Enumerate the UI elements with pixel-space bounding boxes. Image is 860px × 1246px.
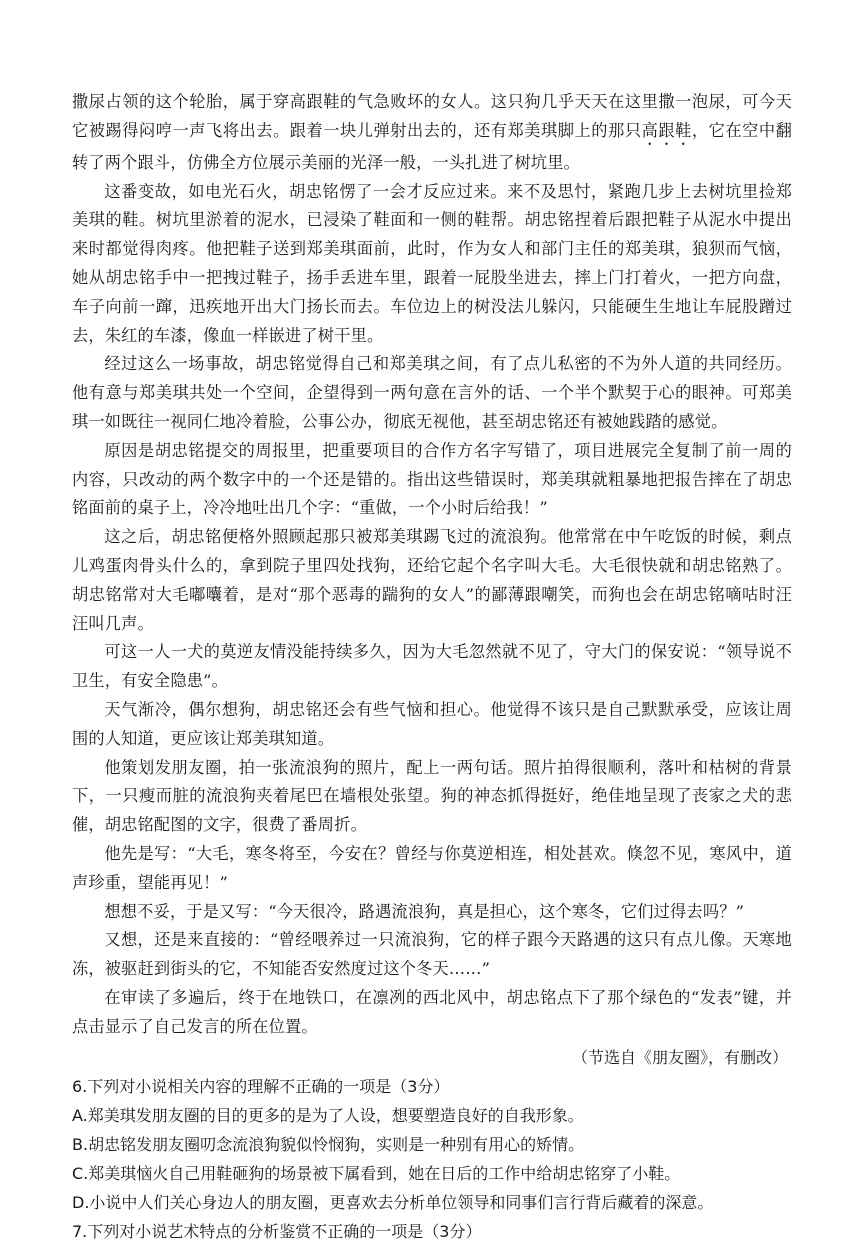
passage-paragraph-7: 天气渐冷，偶尔想狗，胡忠铭还会有些气恼和担心。他觉得不该只是自己默默承受，应该让周围的人知道，更应该让郑美琪知道。 [72,699,792,748]
passage-paragraph-11: 又想，还是来直接的：“曾经喂养过一只流浪狗，它的样子跟今天路遇的这只有点儿像。天寒地冻，被驱赶到街头的它，不知能否安然度过这个冬天……” [72,930,792,979]
passage-paragraph-8: 他策划发朋友圈，拍一张流浪狗的照片，配上一两句话。照片拍得很顺利，落叶和枯树的背景下，一只瘦而脏的流浪狗夹着尾巴在墙根处张望。狗的神态抓得挺好，绝佳地呈现了丧家之犬的悲催，胡忠铭配图的文字，很费了番周折。 [72,757,792,835]
question-6 [72,1072,792,1217]
passage-paragraph-12: 在审读了多遍后，终于在地铁口，在凛冽的西北风中，胡忠铭点下了那个绿色的“发表”键，并点击显示了自己发言的所在位置。 [72,987,792,1036]
passage-paragraph-9: 他先是写：“大毛，寒冬将至，今安在？曾经与你莫逆相连，相处甚欢。倏忽不见，寒风中，道声珍重，望能再见！” [72,843,792,892]
question-6-stem: 6.下列对小说相关内容的理解不正确的一项是（3分） [72,1076,450,1096]
question-6-option-c: C.郑美琪恼火自己用鞋砸狗的场景被下属看到，她在日后的工作中给胡忠铭穿了小鞋。 [72,1163,681,1183]
passage-source-note: （节选自《朋友圈》，有删改） [571,1047,788,1067]
passage-paragraph-4: 原因是胡忠铭提交的周报里，把重要项目的合作方名字写错了，项目进展完全复制了前一周的内容，只改动的两个数字中的一个还是错的。指出这些错误时，郑美琪就粗暴地把报告摔在了胡忠铭面前的桌子上，冷冷地吐出几个字：“重做，一个小时后给我！” [72,440,792,518]
paragraph-1-text-end: ，它在空中翻转了两个跟斗，仿佛全方位展示美丽的光泽一般，一头扎进了树坑里。 [72,120,792,172]
passage-paragraph-2: 这番变故，如电光石火，胡忠铭愣了一会才反应过来。来不及思忖，紧跑几步上去树坑里捡郑美琪的鞋。树坑里淤着的泥水，已浸染了鞋面和一侧的鞋帮。胡忠铭捏着后跟把鞋子从泥水中提出来时都觉得肉疼。他把鞋子送到郑美琪面前，此时，作为女人和部门主任的郑美琪，狼狈而气恼，她从胡忠铭手中一把拽过鞋子，扬手丢进车里，跟着一屁股坐进去，摔上门打着火，一把方向盘，车子向前一蹿，迅疾地开出大门扬长而去。车位边上的树没法儿躲闪，只能硬生生地让车屁股蹭过去，朱红的车漆，像血一样嵌进了树干里。 [72,181,792,345]
question-6-option-b: B.胡忠铭发朋友圈叨念流浪狗貌似怜悯狗，实则是一种别有用心的矫情。 [72,1134,585,1154]
question-7-stem: 7.下列对小说艺术特点的分析鉴赏不正确的一项是（3分） [72,1221,482,1241]
question-7 [72,1217,792,1246]
reading-passage [72,88,792,1072]
passage-paragraph-3: 经过这么一场事故，胡忠铭觉得自己和郑美琪之间，有了点儿私密的不为外人道的共同经历。他有意与郑美琪共处一个空间，企望得到一两句意在言外的话、一个半个默契于心的眼神。可郑美琪一如既往一视同仁地冷着脸，公事公办，彻底无视他，甚至胡忠铭还有被她践踏的感觉。 [72,354,792,431]
question-6-option-d: D.小说中人们关心身边人的朋友圈，更喜欢去分析单位领导和同事们言行背后藏着的深意。 [72,1192,714,1212]
emphasized-word-high-heels: 高跟鞋 [641,120,692,140]
passage-paragraph-1 [72,88,792,178]
paragraph-1-text-start: 撒尿占领的这个轮胎，属于穿高跟鞋的气急败坏的女人。这只狗几乎天天在这里撒一泡尿，可今天它被踢得闷哼一声飞将出去。跟着一块儿弹射出去的，还有郑美琪脚上的那只 [72,92,792,140]
passage-paragraph-10: 想想不妥，于是又写：“今天很冷，路遇流浪狗，真是担心，这个寒冬，它们过得去吗？” [104,901,745,921]
question-6-option-a: A.郑美琪发朋友圈的目的更多的是为了人设，想要塑造良好的自我形象。 [72,1105,584,1125]
passage-paragraph-6: 可这一人一犬的莫逆友情没能持续多久，因为大毛忽然就不见了，守大门的保安说：“领导说不卫生，有安全隐患”。 [72,642,792,691]
page-content [72,88,792,1246]
passage-paragraph-5: 这之后，胡忠铭便格外照顾起那只被郑美琪踢飞过的流浪狗。他常常在中午吃饭的时候，剩点儿鸡蛋肉骨头什么的，拿到院子里四处找狗，还给它起个名字叫大毛。大毛很快就和胡忠铭熟了。胡忠铭常对大毛嘟囔着，是对“那个恶毒的踹狗的女人”的鄙薄跟嘲笑，而狗也会在胡忠铭嘀咕时汪汪叫几声。 [72,527,792,633]
